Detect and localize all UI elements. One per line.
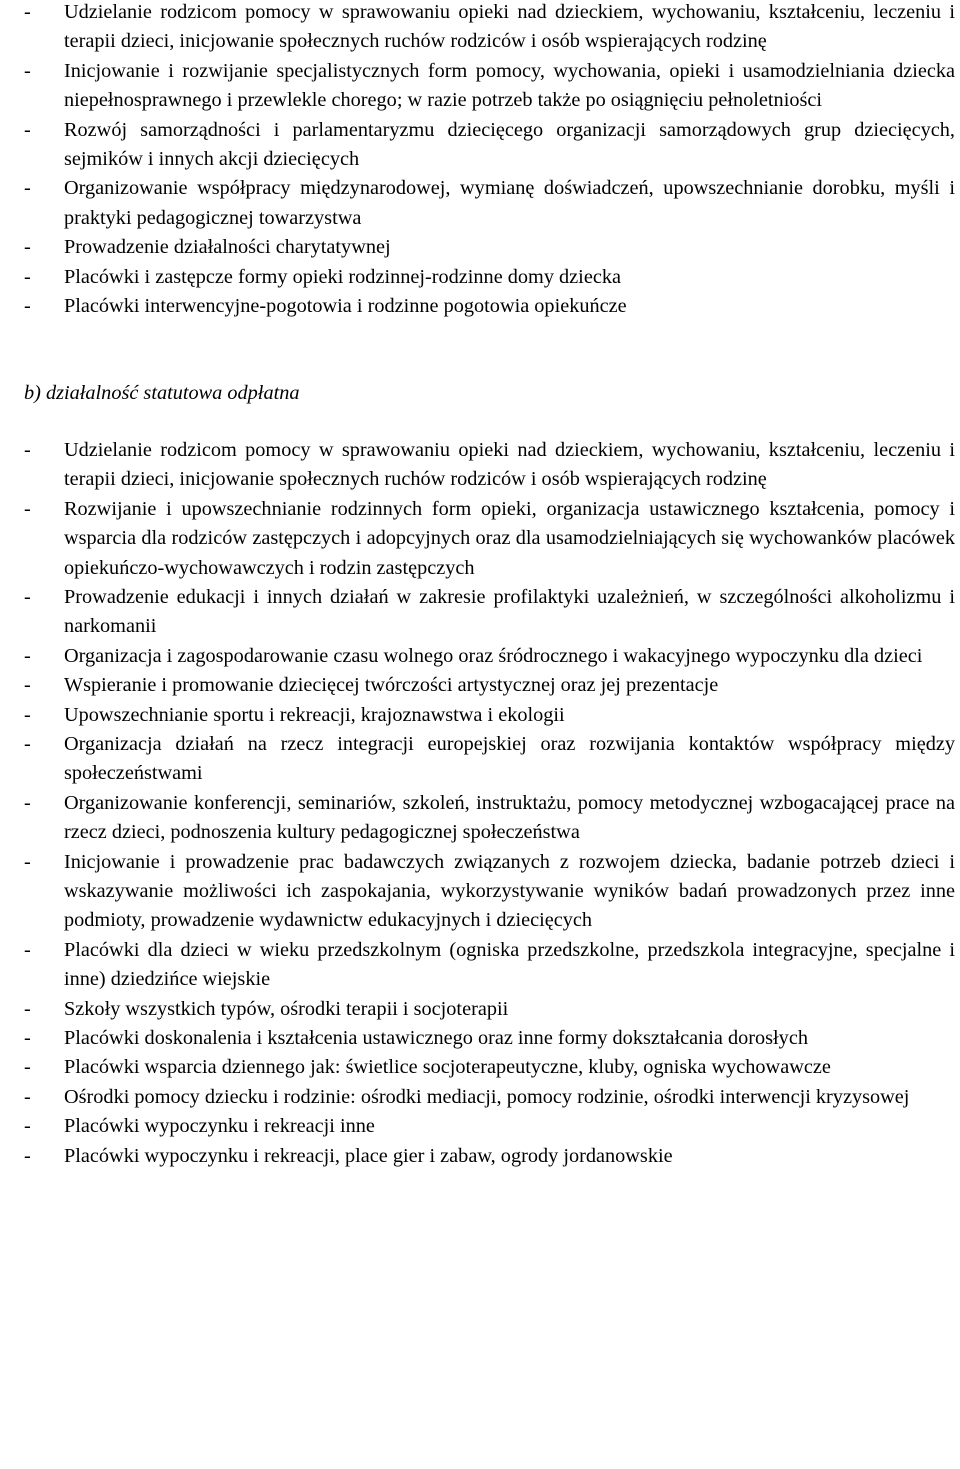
list-item [24, 995, 955, 1024]
list-item-text: Placówki interwencyjne-pogotowia i rodzinne pogotowia opiekuńcze [64, 295, 627, 318]
list-item [24, 701, 955, 730]
list-item-text: Organizowanie konferencji, seminariów, szkoleń, instruktażu, pomocy metodycznej wzbogacającej prace na rzecz dzieci, podnoszenia kultury pedagogicznej społeczeństwa [64, 791, 955, 844]
list-item-text: Szkoły wszystkich typów, ośrodki terapii i socjoterapii [64, 997, 509, 1020]
dash-bullet: - [24, 585, 31, 608]
list-item-text: Placówki wypoczynku i rekreacji, place gier i zabaw, ogrody jordanowskie [64, 1144, 673, 1167]
statutory-activities-list [24, 0, 955, 321]
list-item-text: Rozwijanie i upowszechnianie rodzinnych form opieki, organizacja ustawicznego kształcenia, pomocy i wsparcia dla rodziców zastępczych i adopcyjnych oraz dla usamodzielniających się wychowanków placówek opiekuńczo-wychowawczych i rodzin zastępczych [64, 497, 955, 579]
dash-bullet: - [24, 177, 31, 200]
list-item [24, 583, 955, 642]
list-item-text: Ośrodki pomocy dziecku i rodzinie: ośrodki mediacji, pomocy rodzinie, ośrodki interwencji kryzysowej [64, 1085, 910, 1108]
list-item [24, 1083, 955, 1112]
list-item [24, 495, 955, 583]
list-item [24, 174, 955, 233]
list-item [24, 57, 955, 116]
list-item-text: Organizacja działań na rzecz integracji europejskiej oraz rozwijania kontaktów współpracy między społeczeństwami [64, 732, 955, 785]
dash-bullet: - [24, 1085, 31, 1108]
dash-bullet: - [24, 791, 31, 814]
list-item-text: Inicjowanie i rozwijanie specjalistycznych form pomocy, wychowania, opieki i usamodzielniania dziecka niepełnosprawnego i przewlekle chorego; w razie potrzeb także po osiągnięciu pełnoletniości [64, 59, 955, 112]
list-item-text: Udzielanie rodzicom pomocy w sprawowaniu opieki nad dzieckiem, wychowaniu, kształceniu, leczeniu i terapii dzieci, inicjowanie społecznych ruchów rodziców i osób wspierających rodzinę [64, 1, 955, 53]
list-item-text: Placówki wypoczynku i rekreacji inne [64, 1115, 375, 1138]
section-b-heading: b) działalność statutowa odpłatna [24, 382, 300, 405]
dash-bullet: - [24, 1115, 31, 1138]
list-item-text: Placówki dla dzieci w wieku przedszkolnym (ogniska przedszkolne, przedszkola integracyjne, specjalne i inne) dziedzińce wiejskie [64, 938, 955, 991]
list-item [24, 1053, 955, 1082]
list-item [24, 0, 955, 57]
list-item [24, 730, 955, 789]
list-item-text: Organizowanie współpracy międzynarodowej, wymianę doświadczeń, upowszechnianie dorobku, myśli i praktyki pedagogicznej towarzystwa [64, 177, 955, 229]
dash-bullet: - [24, 1144, 31, 1167]
dash-bullet: - [24, 265, 31, 288]
list-item [24, 436, 955, 495]
list-item-text: Rozwój samorządności i parlamentaryzmu dziecięcego organizacji samorządowych grup dziecięcych, sejmików i innych akcji dziecięcych [64, 118, 955, 171]
list-item [24, 671, 955, 700]
list-item [24, 789, 955, 848]
list-item-text: Wspieranie i promowanie dziecięcej twórczości artystycznej oraz jej prezentacje [64, 674, 719, 697]
dash-bullet: - [24, 850, 31, 873]
list-item-text: Placówki doskonalenia i kształcenia ustawicznego oraz inne formy dokształcania dorosłych [64, 1027, 808, 1049]
list-item [24, 936, 955, 995]
dash-bullet: - [24, 295, 31, 318]
list-item-text: Prowadzenie działalności charytatywnej [64, 236, 391, 259]
list-item [24, 116, 955, 175]
dash-bullet: - [24, 236, 31, 259]
dash-bullet: - [24, 732, 31, 755]
list-item [24, 848, 955, 936]
dash-bullet: - [24, 703, 31, 726]
dash-bullet: - [24, 674, 31, 697]
list-item [24, 1024, 955, 1053]
list-item-text: Inicjowanie i prowadzenie prac badawczych związanych z rozwojem dziecka, badanie potrzeb dzieci i wskazywanie możliwości ich zaspokajania, wykorzystywanie wyników badań prowadzonych przez inne podmioty, prowadzenie wydawnictw edukacyjnych i dziecięcych [64, 850, 955, 932]
dash-bullet: - [24, 997, 31, 1020]
dash-bullet: - [24, 497, 31, 520]
list-item-text: Prowadzenie edukacji i innych działań w zakresie profilaktyki uzależnień, w szczególności alkoholizmu i narkomanii [64, 585, 955, 638]
dash-bullet: - [24, 1027, 31, 1049]
list-item-text: Organizacja i zagospodarowanie czasu wolnego oraz śródrocznego i wakacyjnego wypoczynku dla dzieci [64, 644, 923, 667]
list-item [24, 1142, 955, 1171]
dash-bullet: - [24, 59, 31, 82]
paid-statutory-activities-list [24, 436, 955, 1171]
list-item [24, 642, 955, 671]
list-item [24, 263, 955, 292]
list-item [24, 233, 955, 262]
list-item [24, 1112, 955, 1141]
dash-bullet: - [24, 118, 31, 141]
list-item-text: Upowszechnianie sportu i rekreacji, krajoznawstwa i ekologii [64, 703, 565, 726]
list-item-text: Placówki wsparcia dziennego jak: świetlice socjoterapeutyczne, kluby, ogniska wychowawcze [64, 1056, 831, 1079]
list-item [24, 292, 955, 321]
dash-bullet: - [24, 438, 31, 461]
list-item-text: Udzielanie rodzicom pomocy w sprawowaniu opieki nad dzieckiem, wychowaniu, kształceniu, leczeniu i terapii dzieci, inicjowanie społecznych ruchów rodziców i osób wspierających rodzinę [64, 438, 955, 491]
dash-bullet: - [24, 1056, 31, 1079]
list-item-text: Placówki i zastępcze formy opieki rodzinnej-rodzinne domy dziecka [64, 265, 621, 288]
dash-bullet: - [24, 938, 31, 961]
dash-bullet: - [24, 644, 31, 667]
dash-bullet: - [24, 1, 31, 23]
